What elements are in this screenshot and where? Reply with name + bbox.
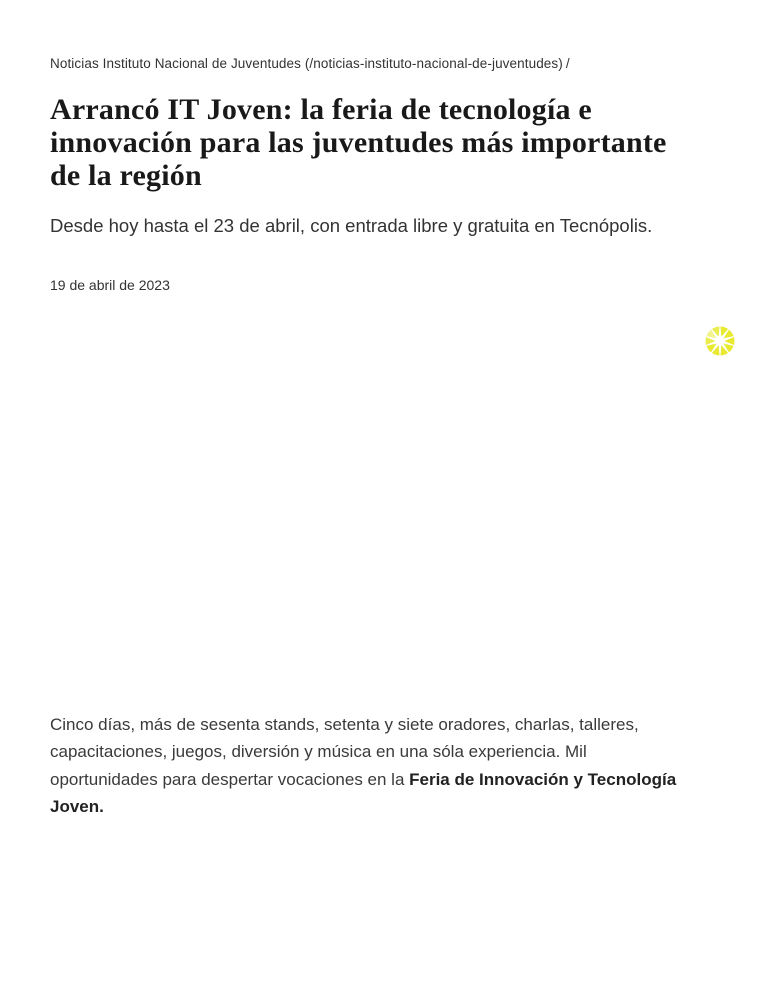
breadcrumb	[50, 55, 723, 73]
article-date: 19 de abril de 2023	[50, 276, 170, 293]
paragraph-regular-text: Cinco días, más de sesenta stands, setenta y siete oradores, charlas, talleres, capacitaciones, juegos, diversión y música en una sóla experiencia. Mil oportunidades para despertar vocaciones en la	[50, 714, 639, 789]
article-image-placeholder	[50, 311, 723, 699]
article-paragraph	[50, 711, 690, 821]
loading-spinner-icon	[704, 325, 736, 357]
paragraph-bold-text: Feria de Innovación y Tecnología Joven.	[50, 769, 677, 817]
article-subtitle: Desde hoy hasta el 23 de abril, con entrada libre y gratuita en Tecnópolis.	[50, 214, 653, 236]
breadcrumb-link-noticias-inj[interactable]: Noticias Instituto Nacional de Juventudes (/noticias-instituto-nacional-de-juventudes)	[50, 56, 563, 71]
breadcrumb-separator: /	[565, 56, 570, 71]
page-title: Arrancó IT Joven: la feria de tecnología e innovación para las juventudes más importante de la región	[50, 92, 667, 192]
